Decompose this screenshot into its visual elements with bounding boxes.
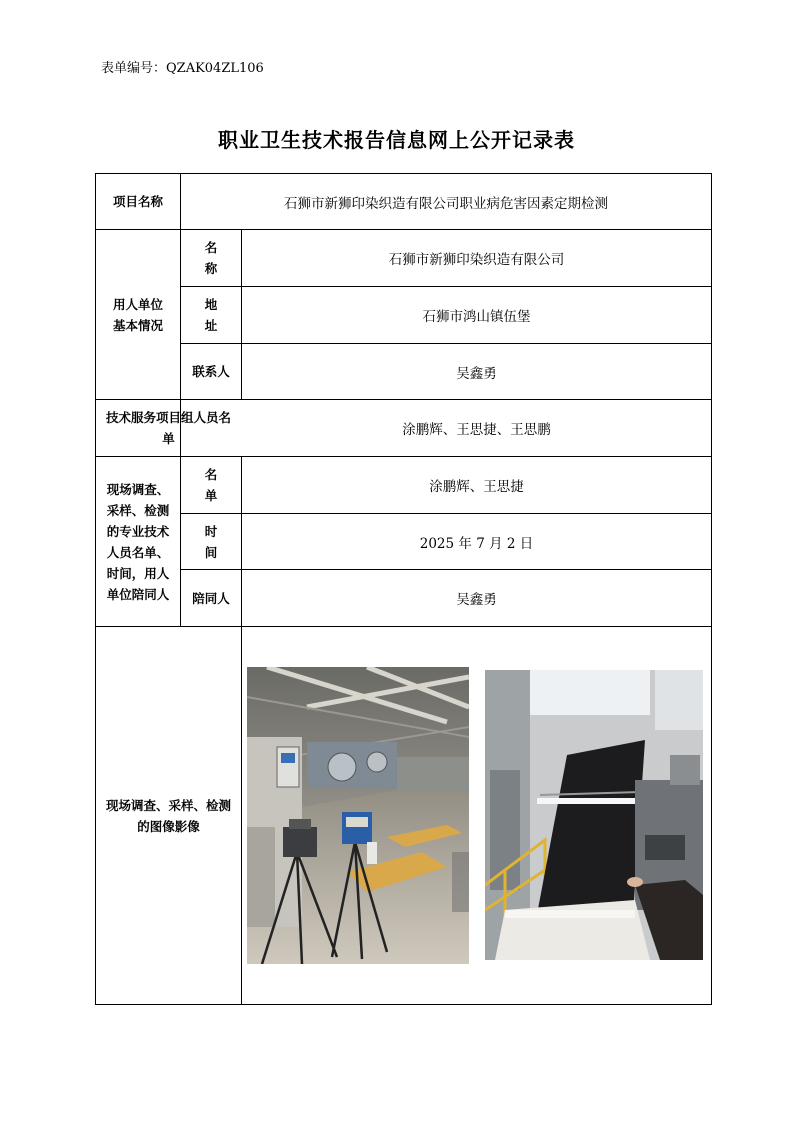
survey-escort-value: 吴鑫勇	[456, 592, 497, 608]
project-value: 石狮市新狮印染织造有限公司职业病危害因素定期检测	[284, 195, 608, 212]
fabric-machine-illustration	[485, 670, 703, 960]
factory-sampling-illustration	[247, 667, 469, 964]
employer-contact-label: 联系人	[192, 364, 230, 379]
employer-address-value: 石狮市鸿山镇伍堡	[422, 309, 531, 325]
employer-address-label: 地址	[204, 297, 234, 333]
employer-contact-value: 吴鑫勇	[456, 365, 497, 382]
images-label: 现场调查、采样、检测的图像影像	[105, 797, 231, 834]
survey-time-value: 2025 年 7 月 2 日	[419, 535, 534, 552]
employer-section-label: 用人单位基本情况	[112, 296, 163, 333]
record-table	[95, 173, 712, 1005]
fabric-dyeing-machine-photo	[485, 670, 703, 960]
survey-name-value: 涂鹏辉、王思捷	[429, 479, 524, 495]
survey-escort-label: 陪同人	[192, 590, 230, 606]
document-title: 职业卫生技术报告信息网上公开记录表	[218, 128, 575, 152]
project-label: 项目名称	[112, 194, 163, 209]
form-number: 表单编号：QZAK04ZL106	[101, 61, 264, 76]
factory-sampling-photo	[247, 667, 469, 964]
team-label: 技术服务项目组人员名单	[105, 410, 231, 446]
survey-time-label: 时间	[204, 523, 234, 560]
employer-name-value: 石狮市新狮印染织造有限公司	[388, 252, 565, 268]
employer-name-label: 名称	[204, 240, 234, 276]
team-value: 涂鹏辉、王思捷、王思鹏	[402, 422, 551, 438]
survey-section-label: 现场调查、采样、检测的专业技术人员名单、时间，用人单位陪同人	[106, 481, 170, 602]
survey-name-label: 名单	[204, 467, 234, 503]
